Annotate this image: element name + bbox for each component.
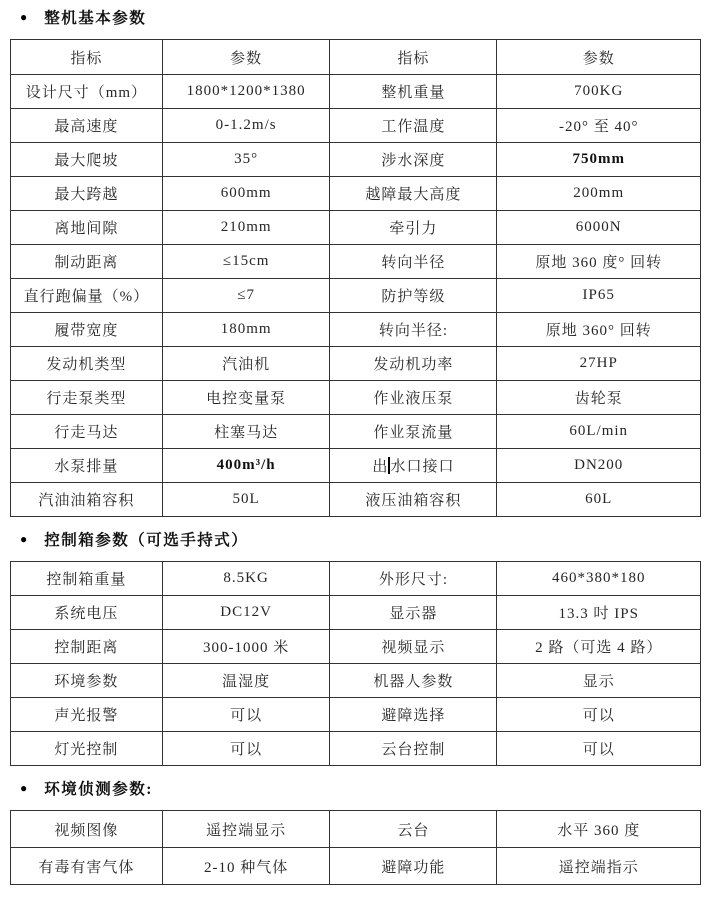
table-cell: 可以 <box>497 732 701 766</box>
table-row <box>11 109 701 143</box>
table-cell: 转向半径: <box>330 313 497 347</box>
table-cell: 180mm <box>162 313 330 347</box>
table-cell: 原地 360 度° 回转 <box>497 245 701 279</box>
table-cell: 避障选择 <box>330 698 497 732</box>
table-cell: 设计尺寸（mm） <box>11 75 163 109</box>
table-cell: 1800*1200*1380 <box>162 75 330 109</box>
table-cell: 指标 <box>11 40 163 75</box>
table-cell: 指标 <box>330 40 497 75</box>
table-cell: 200mm <box>497 177 701 211</box>
table-cell: 汽油机 <box>162 347 330 381</box>
section-heading <box>10 528 701 550</box>
table-cell: 60L <box>497 483 701 517</box>
table-cell: 外形尺寸: <box>330 562 497 596</box>
table-cell: 云台控制 <box>330 732 497 766</box>
table-cell: 工作温度 <box>330 109 497 143</box>
table-cell: 发动机类型 <box>11 347 163 381</box>
table-cell: 避障功能 <box>330 848 497 885</box>
bullet-icon: ● <box>20 10 28 24</box>
table-cell: 700KG <box>497 75 701 109</box>
table-cell: 参数 <box>162 40 330 75</box>
table-cell: 可以 <box>497 698 701 732</box>
table-cell: 2 路（可选 4 路） <box>497 630 701 664</box>
table-row <box>11 279 701 313</box>
table-cell: 汽油油箱容积 <box>11 483 163 517</box>
table-cell: 水泵排量 <box>11 449 163 483</box>
section-title: 整机基本参数 <box>44 10 147 27</box>
table-cell: 电控变量泵 <box>162 381 330 415</box>
table-cell: 作业液压泵 <box>330 381 497 415</box>
table-cell: 控制箱重量 <box>11 562 163 596</box>
bullet-icon: ● <box>20 781 28 795</box>
table-cell: 35° <box>162 143 330 177</box>
table-cell: 显示 <box>497 664 701 698</box>
table-row <box>11 630 701 664</box>
table-cell: 制动距离 <box>11 245 163 279</box>
table-cell: 越障最大高度 <box>330 177 497 211</box>
table-cell: 液压油箱容积 <box>330 483 497 517</box>
table-cell: 原地 360° 回转 <box>497 313 701 347</box>
table-cell: 牵引力 <box>330 211 497 245</box>
section-heading <box>10 6 701 28</box>
table-cell: 2-10 种气体 <box>162 848 330 885</box>
table-cell: 13.3 吋 IPS <box>497 596 701 630</box>
table-row <box>11 596 701 630</box>
table-cell: 600mm <box>162 177 330 211</box>
table-cell: 转向半径 <box>330 245 497 279</box>
section-control-box-params <box>10 528 701 766</box>
table-cell: 齿轮泵 <box>497 381 701 415</box>
table-cell: 行走泵类型 <box>11 381 163 415</box>
table-cell: 控制距离 <box>11 630 163 664</box>
table-cell: 有毒有害气体 <box>11 848 163 885</box>
table-row <box>11 664 701 698</box>
table-cell: 400m³/h <box>162 449 330 483</box>
table-cell: 可以 <box>162 698 330 732</box>
table-cell: 系统电压 <box>11 596 163 630</box>
table-cell: 云台 <box>330 811 497 848</box>
table-row <box>11 483 701 517</box>
table-row <box>11 811 701 848</box>
table-cell: 履带宽度 <box>11 313 163 347</box>
table-cell: 最大爬坡 <box>11 143 163 177</box>
table-row <box>11 177 701 211</box>
table-cell: 直行跑偏量（%） <box>11 279 163 313</box>
table-cell: 460*380*180 <box>497 562 701 596</box>
table-cell: 50L <box>162 483 330 517</box>
table-cell: ≤7 <box>162 279 330 313</box>
table-row <box>11 698 701 732</box>
table-row <box>11 75 701 109</box>
section-environment-detection-params <box>10 777 701 885</box>
table-row <box>11 562 701 596</box>
table-row <box>11 40 701 75</box>
table-row <box>11 211 701 245</box>
section-machine-basic-params <box>10 6 701 517</box>
table-cell: 显示器 <box>330 596 497 630</box>
table-row <box>11 381 701 415</box>
table-cell: 60L/min <box>497 415 701 449</box>
table-cell: 作业泵流量 <box>330 415 497 449</box>
table-row <box>11 732 701 766</box>
section-heading <box>10 777 701 799</box>
machine-basic-params-table <box>10 39 701 517</box>
table-cell: 柱塞马达 <box>162 415 330 449</box>
table-cell: 遥控端指示 <box>497 848 701 885</box>
table-cell: 水平 360 度 <box>497 811 701 848</box>
table-cell: 0-1.2m/s <box>162 109 330 143</box>
table-cell: 离地间隙 <box>11 211 163 245</box>
table-cell: 最高速度 <box>11 109 163 143</box>
table-cell: -20° 至 40° <box>497 109 701 143</box>
table-cell: 温湿度 <box>162 664 330 698</box>
table-cell: 出 水口接口 <box>330 449 497 483</box>
table-cell: IP65 <box>497 279 701 313</box>
table-row <box>11 245 701 279</box>
table-row <box>11 313 701 347</box>
table-cell: 可以 <box>162 732 330 766</box>
table-cell: 灯光控制 <box>11 732 163 766</box>
table-cell: 8.5KG <box>162 562 330 596</box>
control-box-params-table <box>10 561 701 766</box>
table-cell: DN200 <box>497 449 701 483</box>
table-cell: 参数 <box>497 40 701 75</box>
spec-document <box>10 6 701 885</box>
table-row <box>11 848 701 885</box>
table-cell: 视频显示 <box>330 630 497 664</box>
section-title: 控制箱参数（可选手持式） <box>44 532 249 549</box>
table-cell: ≤15cm <box>162 245 330 279</box>
table-cell: 最大跨越 <box>11 177 163 211</box>
table-row <box>11 415 701 449</box>
bullet-icon: ● <box>20 532 28 546</box>
table-cell: 300-1000 米 <box>162 630 330 664</box>
table-cell: DC12V <box>162 596 330 630</box>
table-cell: 发动机功率 <box>330 347 497 381</box>
table-row <box>11 449 701 483</box>
table-cell: 行走马达 <box>11 415 163 449</box>
table-cell: 视频图像 <box>11 811 163 848</box>
table-cell: 防护等级 <box>330 279 497 313</box>
table-cell: 750mm <box>497 143 701 177</box>
table-cell: 6000N <box>497 211 701 245</box>
table-cell: 27HP <box>497 347 701 381</box>
table-cell: 机器人参数 <box>330 664 497 698</box>
table-row <box>11 143 701 177</box>
section-title: 环境侦测参数: <box>44 781 153 798</box>
table-cell: 环境参数 <box>11 664 163 698</box>
table-cell: 210mm <box>162 211 330 245</box>
text-cursor <box>388 457 390 474</box>
table-cell: 遥控端显示 <box>162 811 330 848</box>
table-row <box>11 347 701 381</box>
environment-detection-params-table <box>10 810 701 885</box>
table-cell: 整机重量 <box>330 75 497 109</box>
table-cell: 涉水深度 <box>330 143 497 177</box>
table-cell: 声光报警 <box>11 698 163 732</box>
